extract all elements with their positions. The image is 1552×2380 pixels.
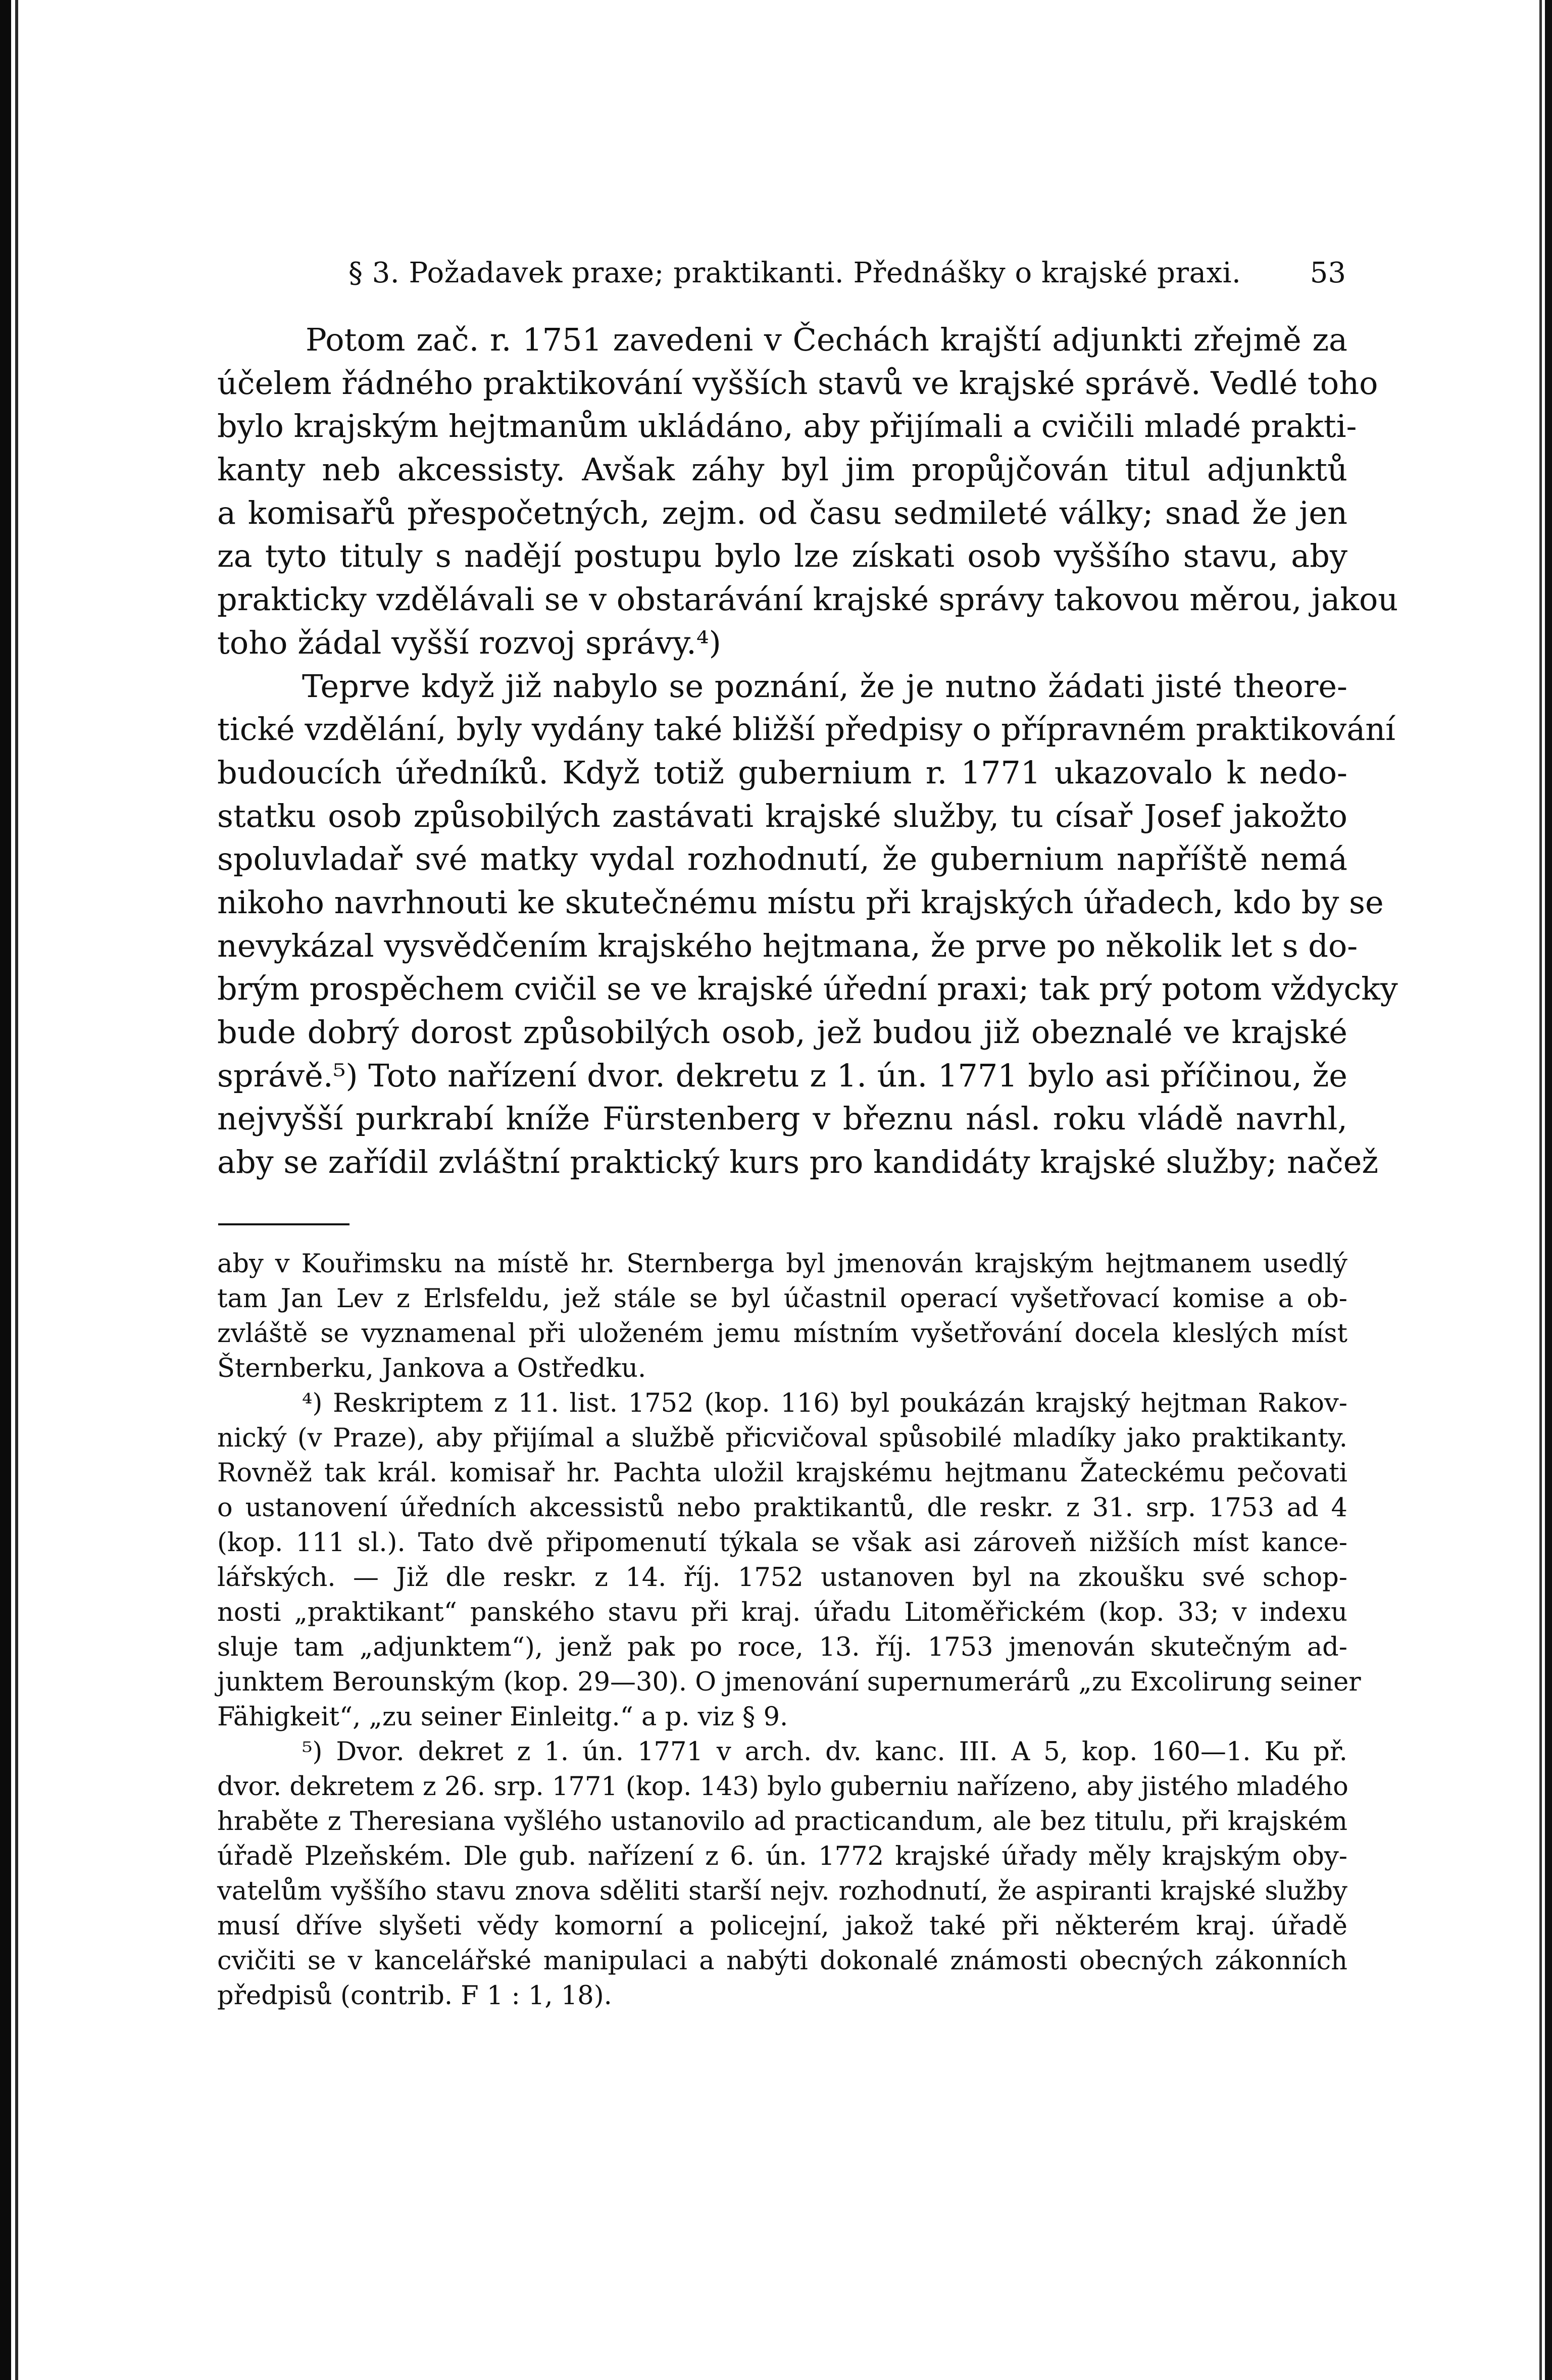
footnote-line: musí dříve slyšeti vědy komorní a policejní, jakož také při některém kraj. úřadě xyxy=(217,1911,1347,1941)
text-line: bude dobrý dorost způsobilých osob, jež budou již obeznalé ve krajské xyxy=(217,1014,1347,1051)
scan-right-edge xyxy=(1545,0,1552,2380)
footnote-line: ⁴) Reskriptem z 11. list. 1752 (kop. 116) byl poukázán krajský hejtman Rakov- xyxy=(302,1389,1347,1418)
footnote-line: hraběte z Theresiana vyšlého ustanovilo ad practicandum, ale bez titulu, při krajském xyxy=(217,1807,1347,1837)
footnote-line: aby v Kouřimsku na místě hr. Sternberga byl jmenován krajským hejtmanem usedlý xyxy=(217,1249,1347,1279)
page-number: 53 xyxy=(1310,257,1346,289)
text-line: nevykázal vysvědčením krajského hejtmana, že prve po několik let s do- xyxy=(217,927,1358,964)
text-line: za tyto tituly s nadějí postupu bylo lze získati osob vyššího stavu, aby xyxy=(217,537,1347,575)
running-header: § 3. Požadavek praxe; praktikanti. Přednášky o krajské praxi. xyxy=(348,257,1241,289)
text-line: a komisařů přespočetných, zejm. od času sedmileté války; snad že jen xyxy=(217,494,1347,531)
footnote-line: vatelům vyššího stavu znova sděliti starší nejv. rozhodnutí, že aspiranti krajské služby xyxy=(217,1876,1347,1906)
footnote-line: nosti „praktikant“ panského stavu při kraj. úřadu Litoměřickém (kop. 33; v indexu xyxy=(217,1598,1347,1627)
footnote-line: Rovněž tak král. komisař hr. Pachta uložil krajskému hejtmanu Žateckému pečovati xyxy=(217,1458,1347,1488)
footnote-line: lářských. — Již dle reskr. z 14. říj. 1752 ustanoven byl na zkoušku své schop- xyxy=(217,1563,1347,1593)
text-line: Teprve když již nabylo se poznání, že je nutno žádati jisté theore- xyxy=(302,667,1347,705)
footnote-line: tam Jan Lev z Erlsfeldu, jež stále se byl účastnil operací vyšetřovací komise a ob- xyxy=(217,1284,1347,1314)
text-line: nikoho navrhnouti ke skutečnému místu při krajských úřadech, kdo by se xyxy=(217,883,1384,921)
footnote-line: zvláště se vyznamenal při uloženém jemu místním vyšetřování docela kleslých míst xyxy=(217,1319,1347,1349)
text-line: brým prospěchem cvičil se ve krajské úřední praxi; tak prý potom vždycky xyxy=(217,970,1398,1008)
text-line: spoluvladař své matky vydal rozhodnutí, že gubernium napříště nemá xyxy=(217,840,1347,878)
footnote-line: cvičiti se v kancelářské manipulaci a nabýti dokonalé známosti obecných zákonních xyxy=(217,1946,1347,1976)
footnote-line: Šternberku, Jankova a Ostředku. xyxy=(217,1354,646,1383)
footnote-line: nický (v Praze), aby přijímal a službě přicvičoval spůsobilé mladíky jako praktikanty. xyxy=(217,1423,1347,1453)
footnote-line: (kop. 111 sl.). Tato dvě připomenutí týkala se však asi zároveň nižších míst kance- xyxy=(217,1528,1347,1558)
text-line: účelem řádného praktikování vyšších stavů ve krajské správě. Vedlé toho xyxy=(217,364,1378,402)
footnote-line: junktem Berounským (kop. 29—30). O jmenování supernumerárů „zu Excolirung seiner xyxy=(217,1667,1361,1697)
text-line: aby se zařídil zvláštní praktický kurs pro kandidáty krajské služby; načež xyxy=(217,1144,1379,1181)
footnote-line: o ustanovení úředních akcessistů nebo praktikantů, dle reskr. z 31. srp. 1753 ad 4 xyxy=(217,1493,1347,1523)
footnote-line: předpisů (contrib. F 1 : 1, 18). xyxy=(217,1981,612,2011)
scan-right-edge-inner xyxy=(1539,0,1542,2380)
footnote-line: Fähigkeit“, „zu seiner Einleitg.“ a p. viz § 9. xyxy=(217,1702,788,1732)
footnotes xyxy=(217,1247,1361,2013)
text-line: bylo krajským hejtmanům ukládáno, aby přijímali a cvičili mladé prakti- xyxy=(217,408,1357,445)
footnote-line: ⁵) Dvor. dekret z 1. ún. 1771 v arch. dv. kanc. III. A 5, kop. 160—1. Ku př. xyxy=(302,1737,1347,1767)
main-text xyxy=(217,318,1398,1184)
text-line: budoucích úředníků. Když totiž gubernium r. 1771 ukazovalo k nedo- xyxy=(217,754,1347,791)
text-line: toho žádal vyšší rozvoj správy.⁴) xyxy=(217,624,721,661)
text-line: tické vzdělání, byly vydány také bližší předpisy o přípravném praktikování xyxy=(217,711,1395,748)
text-line: kanty neb akcessisty. Avšak záhy byl jim propůjčován titul adjunktů xyxy=(217,451,1347,488)
text-line: statku osob způsobilých zastávati krajské služby, tu císař Josef jakožto xyxy=(217,797,1347,834)
text-line: Potom zač. r. 1751 zavedeni v Čechách krajští adjunkti zřejmě za xyxy=(306,321,1347,358)
footnote-line: úřadě Plzeňském. Dle gub. nařízení z 6. ún. 1772 krajské úřady měly krajským oby- xyxy=(217,1842,1347,1871)
text-line: prakticky vzdělávali se v obstarávání krajské správy takovou měrou, jakou xyxy=(217,581,1398,618)
footnote-line: dvor. dekretem z 26. srp. 1771 (kop. 143) bylo guberniu nařízeno, aby jistého mladého xyxy=(217,1772,1348,1802)
scan-left-edge xyxy=(0,0,11,2380)
footnote-line: sluje tam „adjunktem“), jenž pak po roce, 13. říj. 1753 jmenován skutečným ad- xyxy=(217,1632,1347,1662)
scan-left-edge-inner xyxy=(15,0,18,2380)
footnote-separator xyxy=(218,1223,349,1225)
text-line: správě.⁵) Toto nařízení dvor. dekretu z 1. ún. 1771 bylo asi příčinou, že xyxy=(217,1057,1347,1094)
text-line: nejvyšší purkrabí kníže Fürstenberg v březnu násl. roku vládě navrhl, xyxy=(217,1100,1347,1137)
